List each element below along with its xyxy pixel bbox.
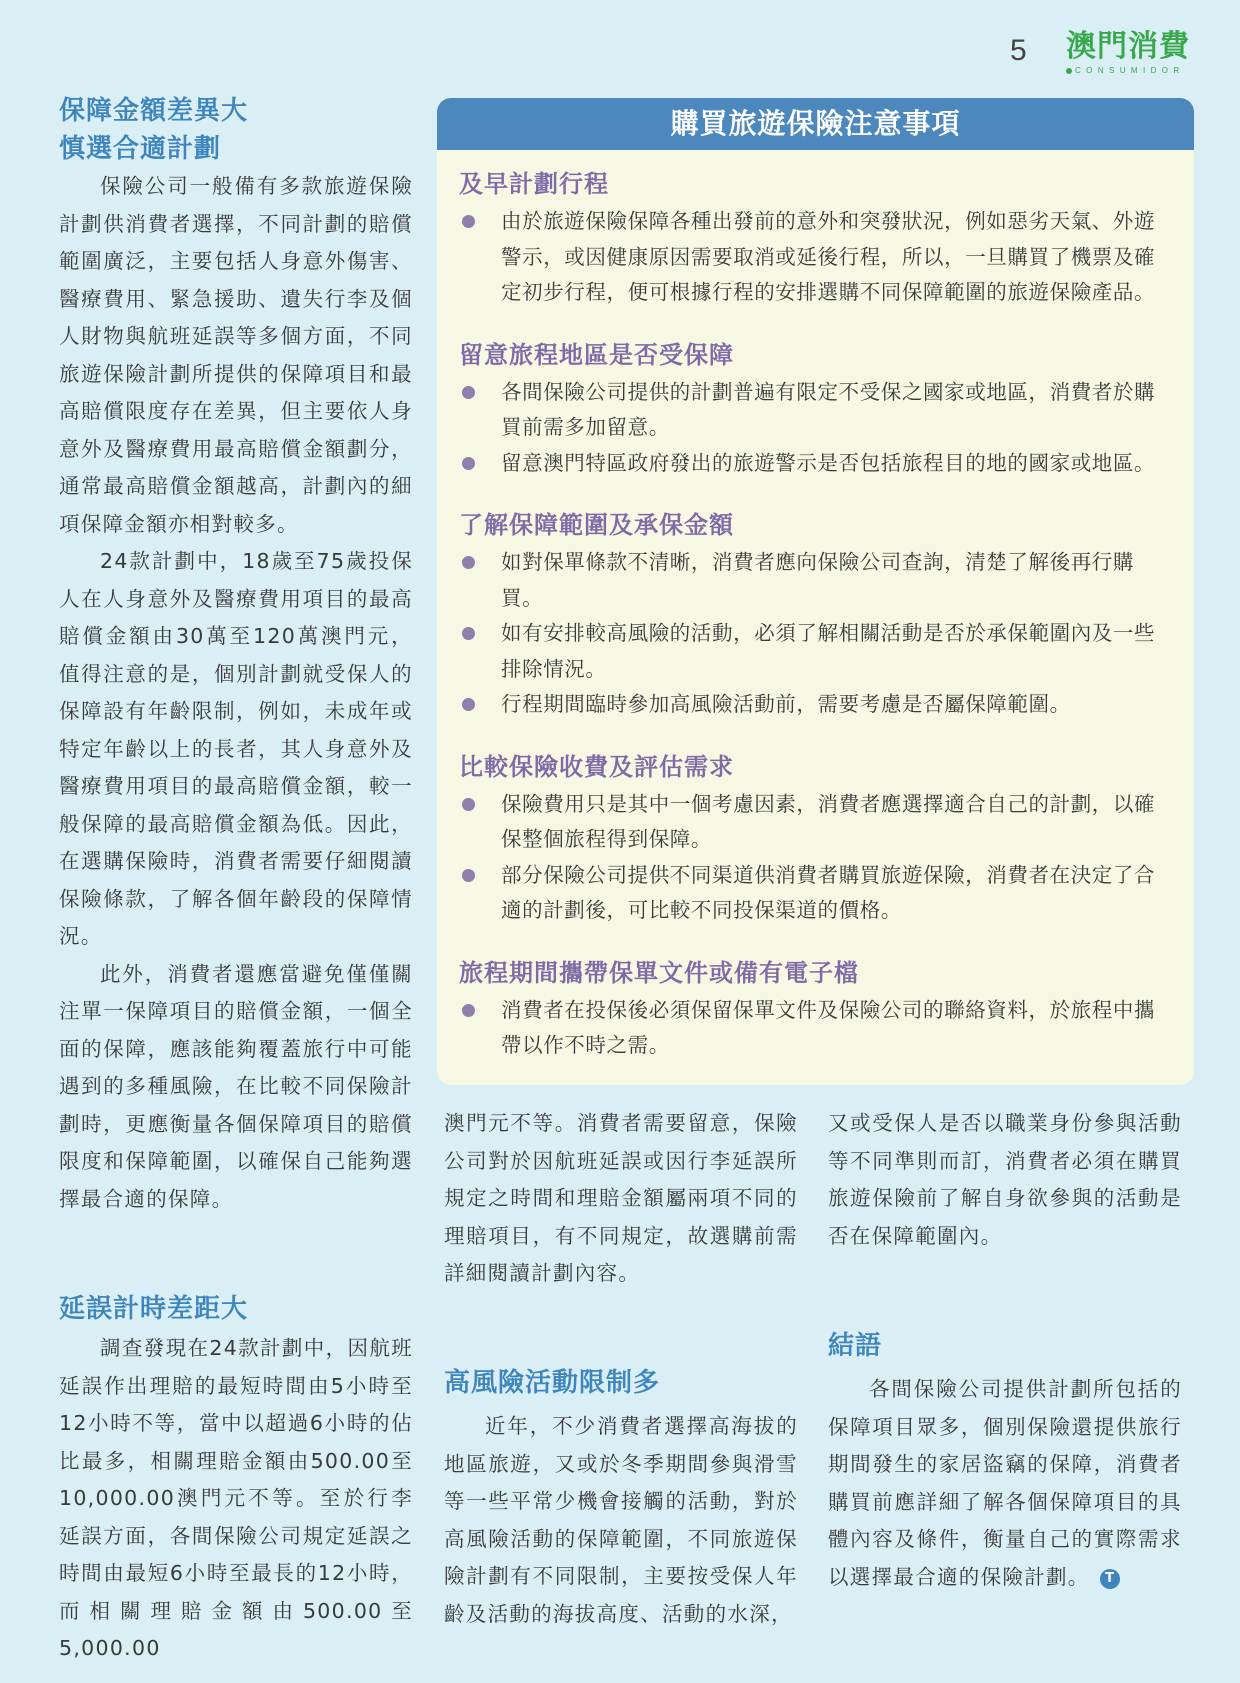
tips-item: [459, 993, 1172, 1064]
tips-list: [459, 993, 1172, 1064]
paragraph-conclusion: [828, 1371, 1182, 1596]
tips-item-text: 留意澳門特區政府發出的旅遊警示是否包括旅程目的地的國家或地區。: [501, 450, 1156, 475]
tips-item-text: 部分保險公司提供不同渠道供消費者購買旅遊保險，消費者在決定了合適的計劃後，可比較不同投保渠道的價格。: [501, 862, 1156, 922]
page-number: 5: [1010, 34, 1027, 67]
paragraph-coverage-1: 保險公司一般備有多款旅遊保險計劃供消費者選擇，不同計劃的賠償範圍廣泛，主要包括人身意外傷害、醫療費用、緊急援助、遺失行李及個人財物與航班延誤等多個方面，不同旅遊保險計劃所提供的保障項目和最高賠償限度存在差異，但主要依人身意外及醫療費用最高賠償金額劃分，通常最高賠償金額越高，計劃內的細項保障金額亦相對較多。: [59, 174, 413, 536]
tips-list: [459, 545, 1172, 723]
tips-item: [459, 446, 1172, 482]
tips-item-text: 行程期間臨時參加高風險活動前，需要考慮是否屬保障範圍。: [501, 692, 1071, 716]
tips-heading: 旅程期間攜帶保單文件或備有電子檔: [459, 958, 859, 987]
left-column: [59, 92, 413, 1218]
logo-sub-label: CONSUMIDOR: [1075, 66, 1185, 75]
bullet-icon: [462, 1004, 475, 1017]
tips-heading: 留意旅程地區是否受保障: [459, 340, 734, 369]
section-title-conclusion: 結語: [828, 1331, 883, 1361]
tips-item: [459, 858, 1172, 929]
tips-item-text: 如對保單條款不清晰，消費者應向保險公司查詢，清楚了解後再行購買。: [501, 550, 1134, 610]
tips-item: [459, 616, 1172, 687]
paragraph-coverage-3: 此外，消費者還應當避免僅僅關注單一保障項目的賠償金額，一個全面的保障，應該能夠覆蓋旅行中可能遇到的多種風險，在比較不同保險計劃時，更應衡量各個保障項目的賠償限度和保障範圍，以確保自己能夠選擇最合適的保障。: [59, 961, 413, 1211]
tips-item: [459, 687, 1172, 723]
section-title-coverage-line1: 保障金額差異大: [59, 96, 249, 126]
tips-item-text: 各間保險公司提供的計劃普遍有限定不受保之國家或地區，消費者於購買前需多加留意。: [501, 379, 1156, 439]
tips-item: [459, 375, 1172, 446]
logo-sub-text: [1066, 66, 1186, 75]
paragraph-high-risk-continued: 又或受保人是否以職業身份參與活動等不同準則而訂，消費者必須在購買旅遊保險前了解自身欲參與的活動是否在保障範圍內。: [828, 1111, 1182, 1248]
tips-section: [459, 164, 1172, 311]
right-column-top: [828, 1105, 1182, 1255]
section-title-high-risk: 高風險活動限制多: [444, 1368, 661, 1398]
paragraph-delay: 調查發現在24款計劃中，因航班延誤作出理賠的最短時間由5小時至12小時不等，當中以超過6小時的佔比最多，相關理賠金額由500.00至10,000.00澳門元不等。至於行李延誤方面，各間保險公司規定延誤之時間由最短6小時至最長的12小時，而相關理賠金額由500.00至5,000.00: [59, 1336, 413, 1660]
section-title-delay: 延誤計時差距大: [59, 1294, 249, 1324]
tips-list: [459, 204, 1172, 311]
tips-item-text: 如有安排較高風險的活動，必須了解相關活動是否於承保範圍內及一些排除情況。: [501, 621, 1156, 681]
right-column-conclusion: [828, 1327, 1182, 1596]
tips-box: [437, 98, 1194, 1085]
bullet-icon: [462, 698, 475, 711]
tips-section: [459, 747, 1172, 929]
tips-box-body: [437, 150, 1194, 1064]
middle-column-top: [444, 1105, 798, 1293]
tips-list: [459, 375, 1172, 482]
middle-column-risk: [444, 1364, 798, 1633]
tips-section: [459, 505, 1172, 723]
tips-heading: 比較保險收費及評估需求: [459, 752, 734, 781]
bullet-icon: [462, 457, 475, 470]
section-title-coverage-line2: 慎選合適計劃: [59, 134, 222, 164]
logo-main-text: 澳門消費: [1066, 29, 1190, 64]
paragraph-coverage-2: 24款計劃中，18歲至75歲投保人在人身意外及醫療費用項目的最高賠償金額由30萬至120萬澳門元，值得注意的是，個別計劃就受保人的保障設有年齡限制，例如，未成年或特定年齡以上的長者，其人身意外及醫療費用項目的最高賠償金額，較一般保障的最高賠償金額為低。因此，在選購保險時，消費者需要仔細閱讀保險條款，了解各個年齡段的保障情況。: [59, 549, 413, 948]
tips-item: [459, 787, 1172, 858]
paragraph-high-risk: 近年，不少消費者選擇高海拔的地區旅遊，又或於冬季期間參與滑雪等一些平常少機會接觸的活動，對於高風險活動的保障範圍，不同旅遊保險計劃有不同限制，主要按受保人年齡及活動的海拔高度、活動的水深，: [444, 1414, 798, 1626]
paragraph-delay-continued: 澳門元不等。消費者需要留意，保險公司對於因航班延誤或因行李延誤所規定之時間和理賠金額屬兩項不同的理賠項目，有不同規定，故選購前需詳細閱讀計劃內容。: [444, 1111, 798, 1285]
tips-item-text: 保險費用只是其中一個考慮因素，消費者應選擇適合自己的計劃，以確保整個旅程得到保障。: [501, 791, 1156, 851]
tips-section: [459, 335, 1172, 482]
left-column-delay: [59, 1290, 413, 1668]
logo-dot-icon: [1066, 68, 1072, 74]
bullet-icon: [462, 798, 475, 811]
bullet-icon: [462, 627, 475, 640]
tips-section: [459, 953, 1172, 1064]
bullet-icon: [462, 386, 475, 399]
tips-heading: 及早計劃行程: [459, 170, 609, 198]
tips-item: [459, 204, 1172, 311]
tips-item-text: 消費者在投保後必須保留保單文件及保險公司的聯絡資料，於旅程中攜帶以作不時之需。: [501, 997, 1156, 1057]
bullet-icon: [462, 215, 475, 228]
bullet-icon: [462, 869, 475, 882]
paragraph-conclusion-text: 各間保險公司提供計劃所包括的保障項目眾多，個別保險還提供旅行期間發生的家居盜竊的保障，消費者購買前應詳細了解各個保障項目的具體內容及條件，衡量自己的實際需求以選擇最合適的保險計劃。: [828, 1377, 1182, 1589]
bullet-icon: [462, 556, 475, 569]
tips-list: [459, 787, 1172, 929]
magazine-logo: [1066, 29, 1190, 75]
tips-heading: 了解保障範圍及承保金額: [459, 511, 734, 539]
tips-box-title: 購買旅遊保險注意事項: [437, 98, 1194, 150]
tips-item-text: 由於旅遊保險保障各種出發前的意外和突發狀況，例如惡劣天氣、外遊警示，或因健康原因需要取消或延後行程，所以，一旦購買了機票及確定初步行程，便可根據行程的安排選購不同保障範圍的旅遊保險產品。: [501, 209, 1156, 304]
tips-item: [459, 545, 1172, 616]
end-mark-icon: T: [1100, 1569, 1120, 1589]
